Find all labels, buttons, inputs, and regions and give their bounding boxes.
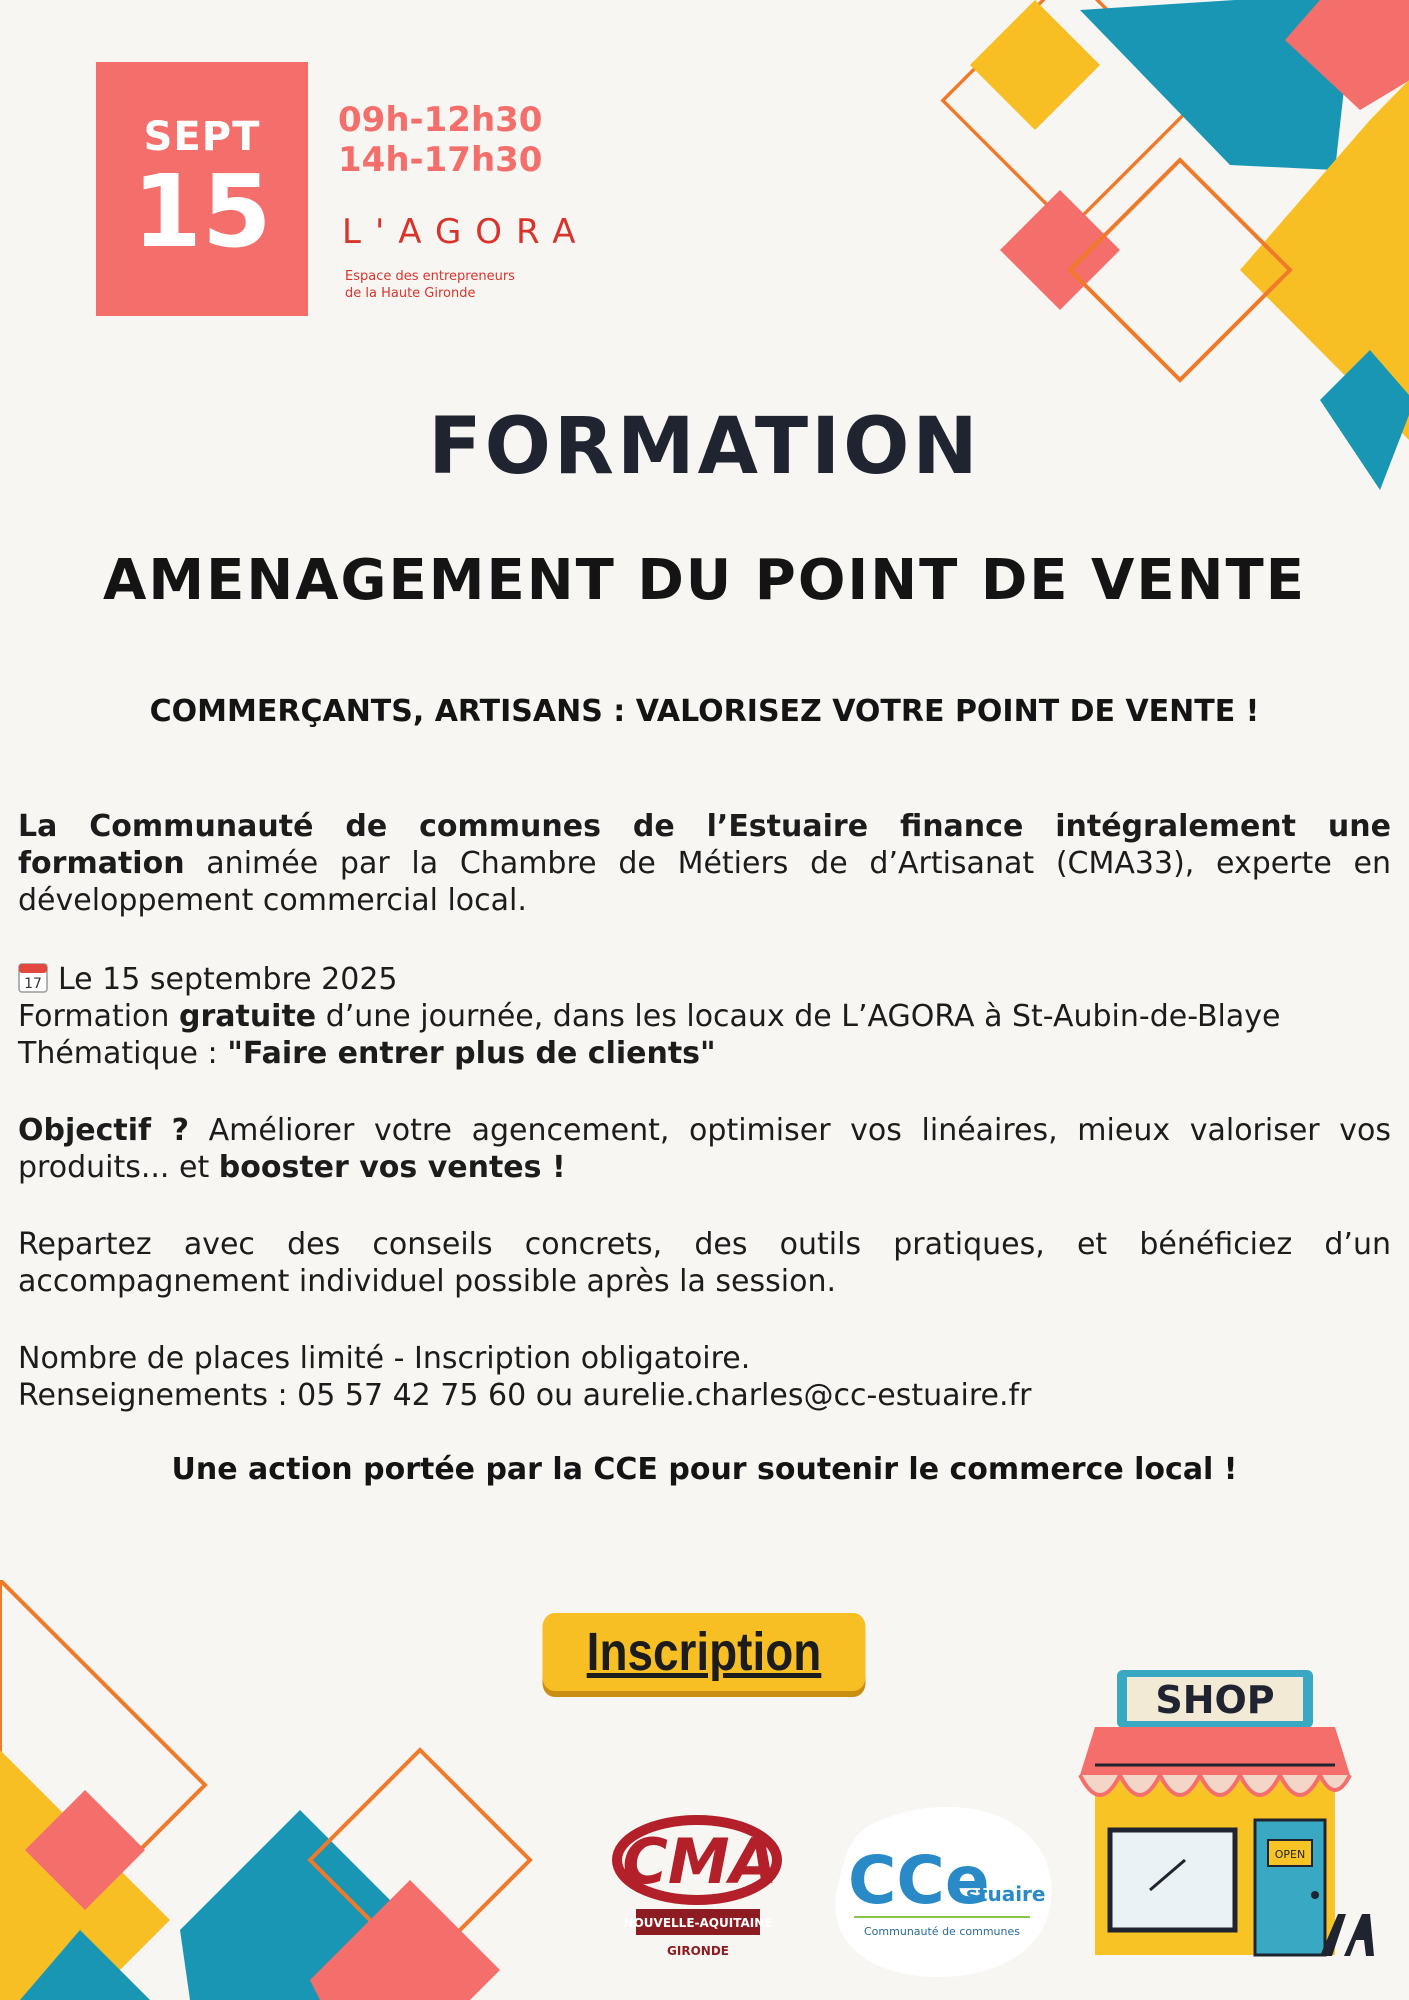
cma-logo: [612, 1805, 792, 1965]
contact-block: [18, 1340, 1391, 1414]
advice-paragraph: Repartez avec des conseils concrets, des outils pratiques, et bénéficiez d’un accompagnement individuel possible après la session.: [18, 1227, 1391, 1299]
details-format-line: [18, 998, 1391, 1035]
decor-shape: [970, 0, 1100, 130]
date-day: 15: [132, 153, 272, 270]
objective-paragraph: [18, 1112, 1391, 1186]
cce-main: CCe: [848, 1842, 990, 1919]
shop-door-knob: [1311, 1891, 1319, 1899]
objective-bold-end: booster vos ventes !: [218, 1150, 566, 1185]
details-theme-line: [18, 1035, 1391, 1072]
details-format-pre: Formation: [18, 999, 179, 1034]
date-badge: [96, 62, 308, 316]
shop-awning: [1080, 1727, 1350, 1775]
hours-morning: 09h-12h30: [338, 100, 543, 140]
agora-tagline-line2: de la Haute Gironde: [345, 286, 476, 301]
decor-shape: [1000, 190, 1120, 310]
page-subtitle: AMENAGEMENT DU POINT DE VENTE: [103, 548, 1306, 613]
shop-sign-text: SHOP: [1155, 1678, 1275, 1722]
cma-region: NOUVELLE-AQUITAINE: [623, 1916, 773, 1930]
calendar-icon: [18, 961, 48, 993]
cma-dept: GIRONDE: [667, 1944, 729, 1958]
cce-logo: [830, 1795, 1060, 1985]
agora-tagline: [345, 268, 515, 302]
contact-line2: Renseignements : 05 57 42 75 60 ou aurelie.charles@cc-estuaire.fr: [18, 1378, 1032, 1413]
cce-sub: Communauté de communes: [864, 1925, 1020, 1938]
details-theme-pre: Thématique :: [18, 1036, 228, 1071]
corner-mark-left: [1320, 1914, 1346, 1956]
page-title: FORMATION: [428, 402, 981, 492]
details-theme-bold: "Faire entrer plus de clients": [227, 1036, 716, 1071]
objective-label: Objectif ?: [18, 1113, 190, 1148]
svg-text:17: 17: [24, 976, 42, 992]
corner-mark-right: [1344, 1914, 1374, 1956]
closing-statement: Une action portée par la CCE pour soutenir le commerce local !: [171, 1452, 1238, 1487]
details-date: Le 15 septembre 2025: [58, 962, 398, 997]
objective-text: Améliorer votre agencement, optimiser vos linéaires, mieux valoriser vos produits... et: [18, 1113, 1392, 1185]
shop-window: [1110, 1830, 1235, 1930]
decor-bottom-left: [0, 1580, 540, 2000]
contact-line1: Nombre de places limité - Inscription obligatoire.: [18, 1341, 751, 1376]
date-month: SEPT: [143, 114, 261, 160]
details-format-bold: gratuite: [178, 999, 317, 1034]
hours-afternoon: 14h-17h30: [338, 140, 543, 180]
agora-tagline-line1: Espace des entrepreneurs: [345, 269, 515, 284]
details-date-line: [18, 961, 1391, 998]
shop-open-text: OPEN: [1274, 1848, 1306, 1861]
event-hours: [338, 100, 542, 180]
agora-logo: L'AGORA: [342, 212, 590, 252]
intro-paragraph: [18, 808, 1391, 919]
inscription-button[interactable]: Inscription: [543, 1613, 866, 1691]
intro-bold: La Communauté de communes de l’Estuaire finance intégralement une formation: [18, 809, 1391, 881]
cma-logo-text: CMA: [622, 1825, 778, 1898]
details-block: [18, 961, 1391, 1072]
intro-rest: animée par la Chambre de Métiers de d’Artisanat (CMA33), experte en développement commercial local.: [18, 846, 1391, 918]
details-format-post: d’une journée, dans les locaux de L’AGORA à St-Aubin-de-Blaye: [316, 999, 1281, 1034]
page-tagline: COMMERÇANTS, ARTISANS : VALORISEZ VOTRE POINT DE VENTE !: [149, 694, 1260, 729]
cce-suffix: stuaire: [966, 1882, 1046, 1906]
corner-mark-icon: [1318, 1912, 1376, 1958]
